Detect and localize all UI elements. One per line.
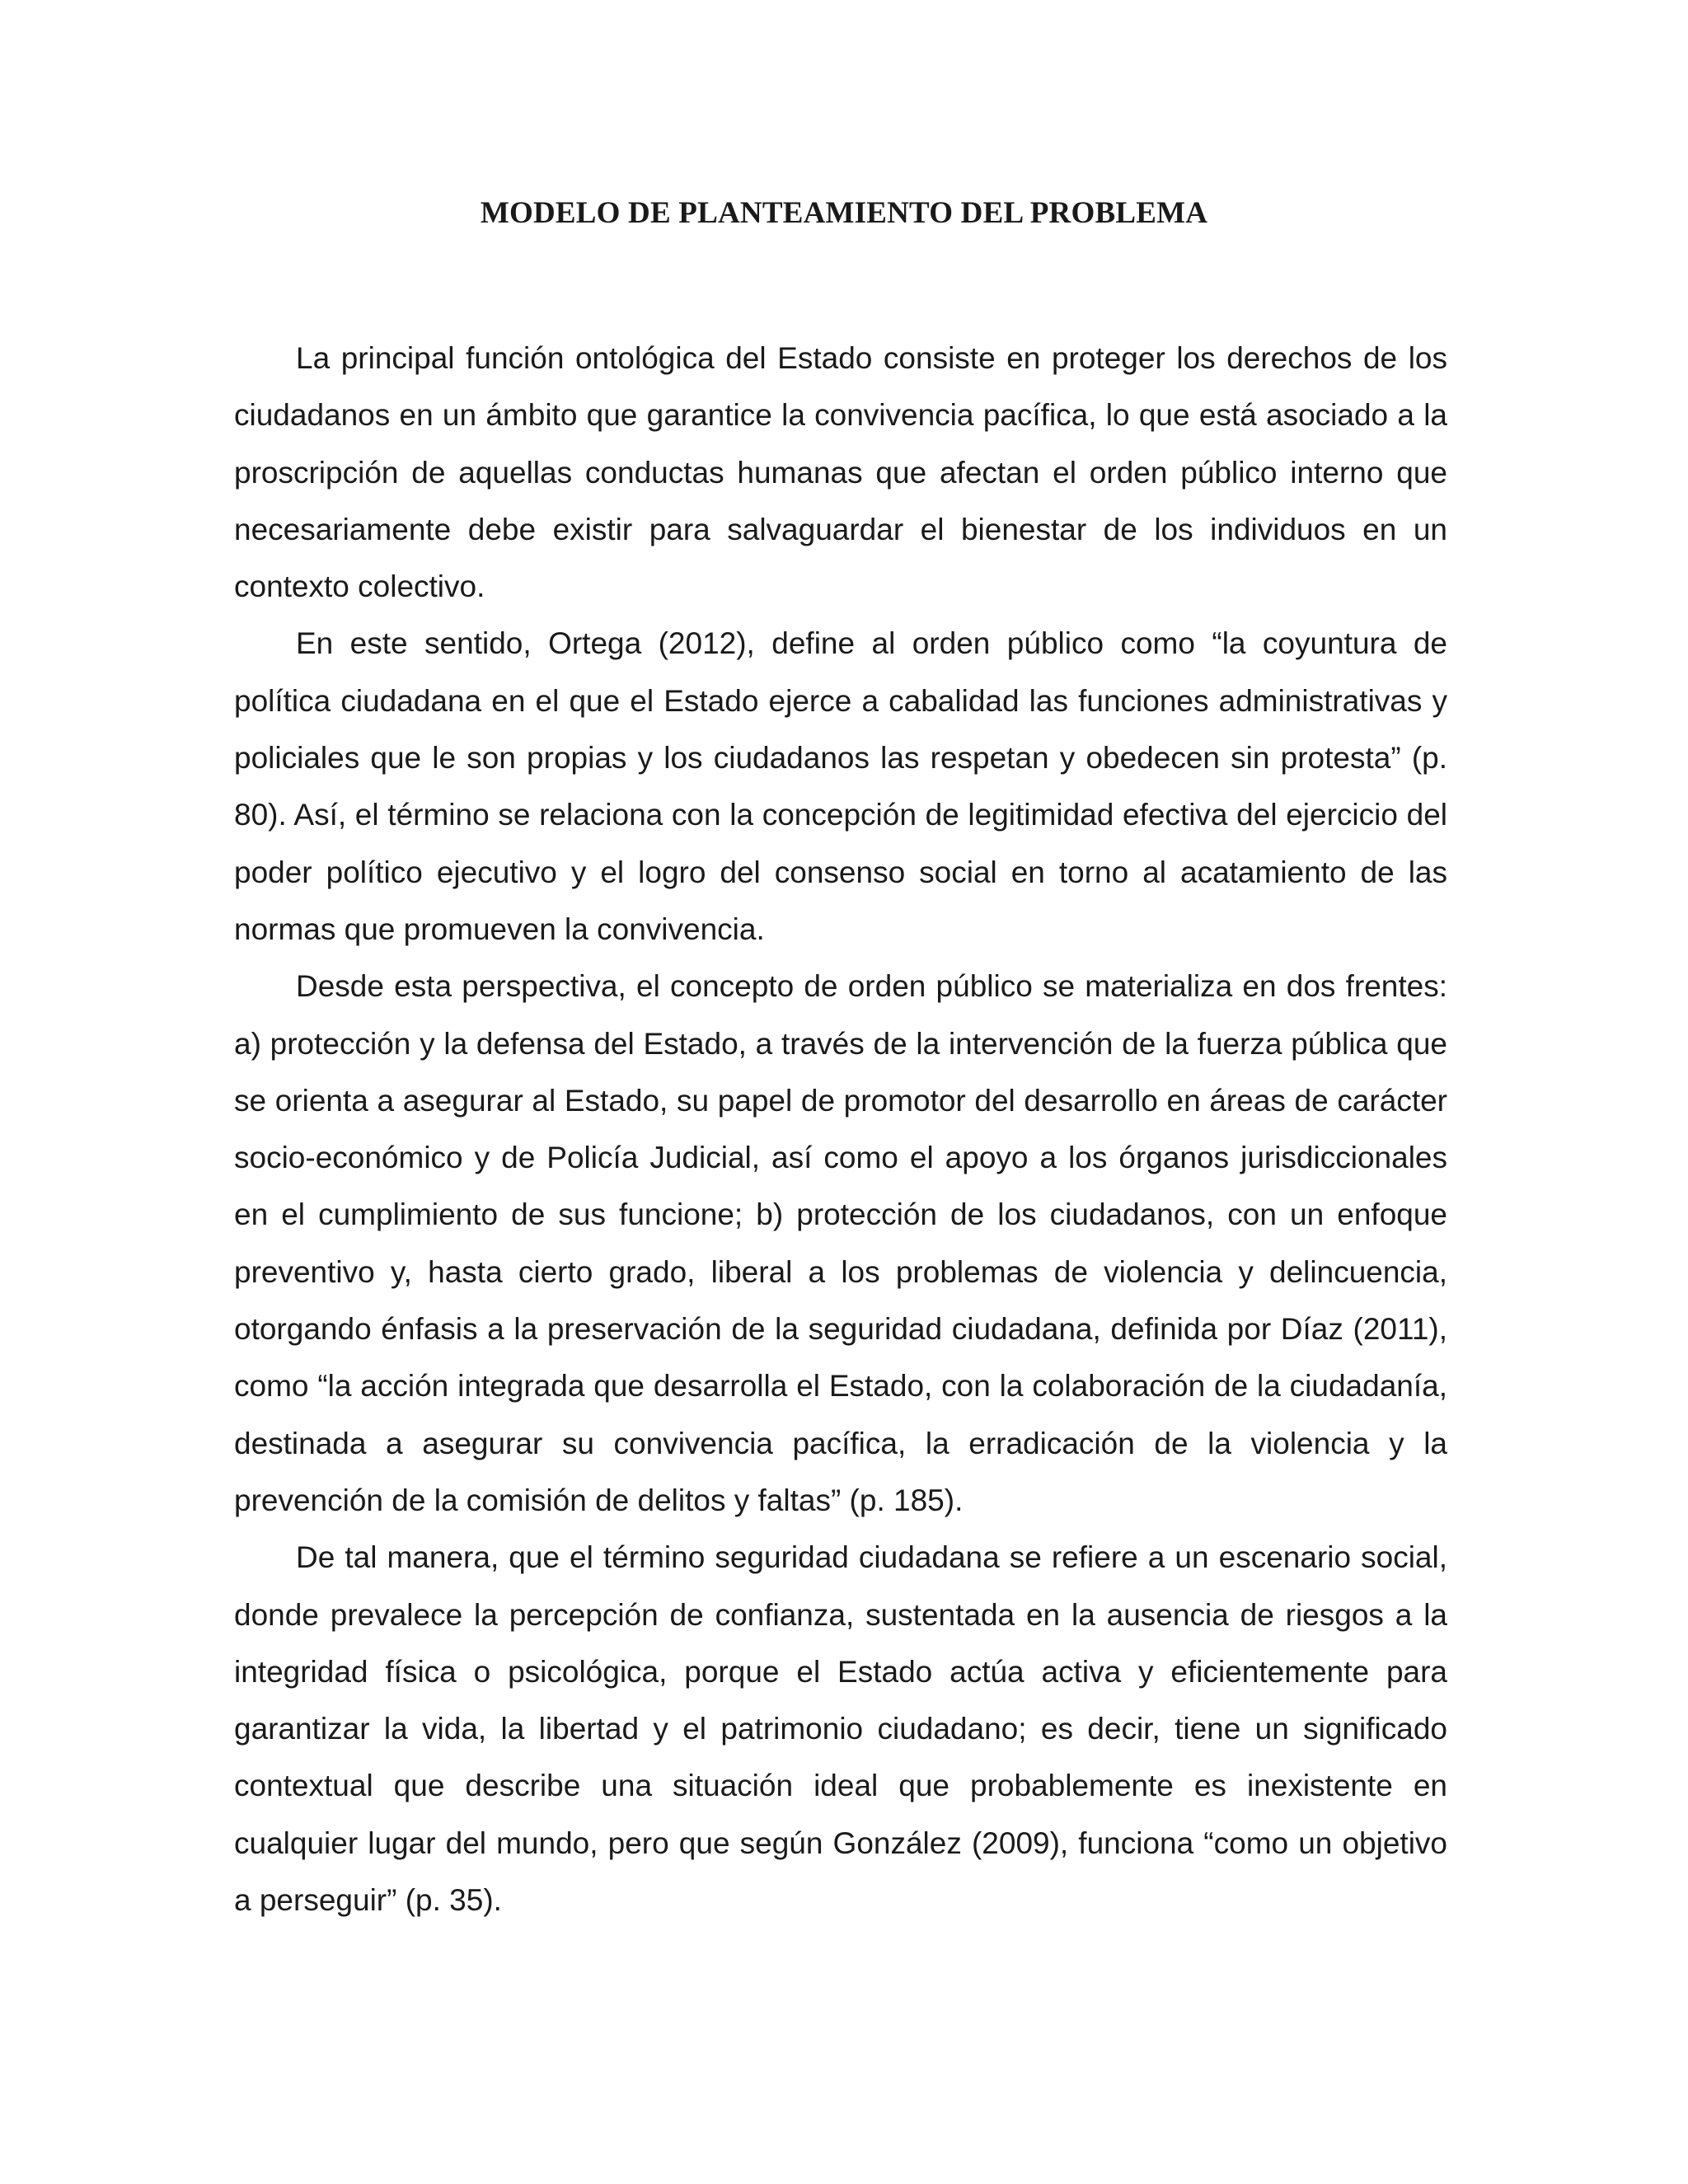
document-body — [234, 330, 1447, 1929]
document-title: MODELO DE PLANTEAMIENTO DEL PROBLEMA — [480, 196, 1208, 230]
paragraph-2: En este sentido, Ortega (2012), define al orden público como “la coyuntura de política ciudadana en el que el Estado ejerce a cabalidad las funciones administrativas y policiales que le son propias y los ciudadanos las respetan y obedecen sin protesta” (p. 80). Así, el término se relaciona con la concepción de legitimidad efectiva del ejercicio del poder político ejecutivo y el logro del consenso social en torno al acatamiento de las normas que promueven la convivencia. — [234, 626, 1447, 946]
paragraph-3: Desde esta perspectiva, el concepto de orden público se materializa en dos frentes: a) protección y la defensa del Estado, a través de la intervención de la fuerza pública que se orienta a asegurar al Estado, su papel de promotor del desarrollo en áreas de carácter socio-económico y de Policía Judicial, así como el apoyo a los órganos jurisdiccionales en el cumplimiento de sus funcione; b) protección de los ciudadanos, con un enfoque preventivo y, hasta cierto grado, liberal a los problemas de violencia y delincuencia, otorgando énfasis a la preservación de la seguridad ciudadana, definida por Díaz (2011), como “la acción integrada que desarrolla el Estado, con la colaboración de la ciudadanía, destinada a asegurar su convivencia pacífica, la erradicación de la violencia y la prevención de la comisión de delitos y faltas” (p. 185). — [234, 969, 1447, 1517]
paragraph-1: La principal función ontológica del Estado consiste en proteger los derechos de los ciudadanos en un ámbito que garantice la convivencia pacífica, lo que está asociado a la proscripción de aquellas conductas humanas que afectan el orden público interno que necesariamente debe existir para salvaguardar el bienestar de los individuos en un contexto colectivo. — [234, 341, 1447, 604]
paragraph-4: De tal manera, que el término seguridad ciudadana se refiere a un escenario social, donde prevalece la percepción de confianza, sustentada en la ausencia de riesgos a la integridad física o psicológica, porque el Estado actúa activa y eficientemente para garantizar la vida, la libertad y el patrimonio ciudadano; es decir, tiene un significado contextual que describe una situación ideal que probablemente es inexistente en cualquier lugar del mundo, pero que según González (2009), funciona “como un objetivo a perseguir” (p. 35). — [234, 1540, 1447, 1918]
